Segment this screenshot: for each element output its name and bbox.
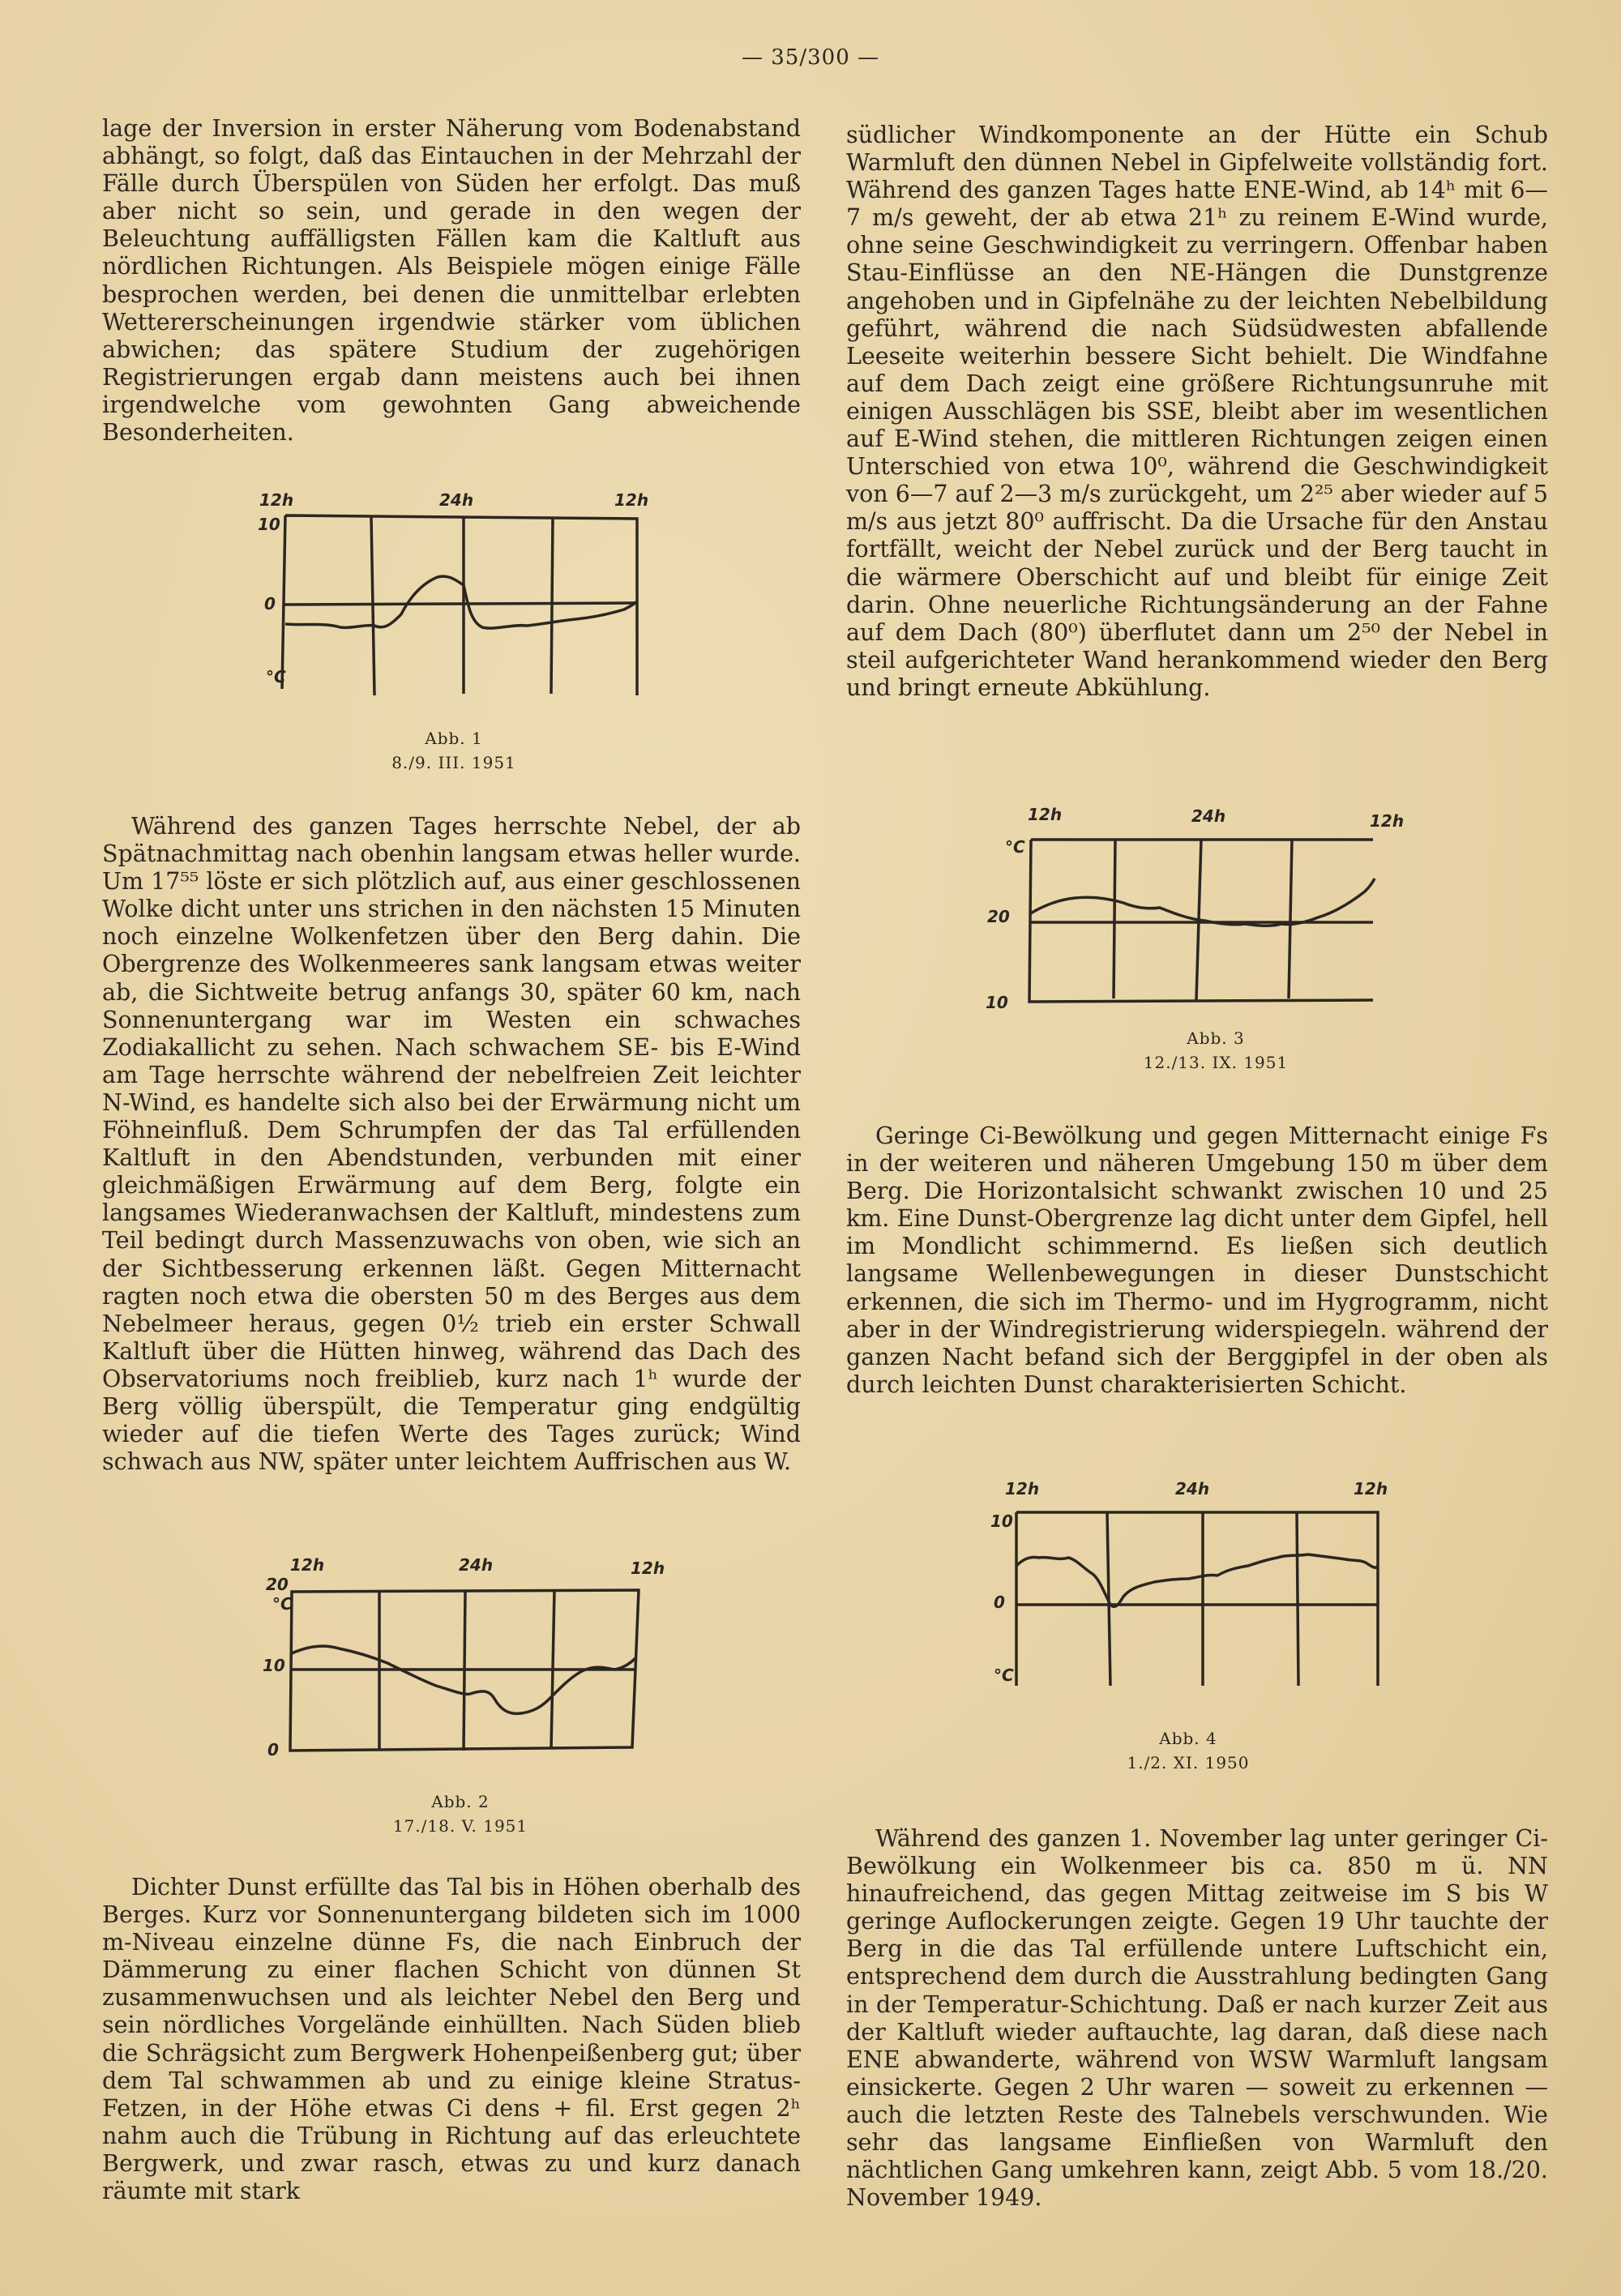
figure-2 — [258, 1556, 663, 1767]
figure-2-chart — [258, 1556, 663, 1767]
left-paragraph-3: Dichter Dunst erfüllte das Tal bis in Höhen oberhalb des Berges. Kurz vor Sonnenuntergang bildeten sich im 1000 m-Niveau einzelne dünne Fs, die nach Einbruch der Dämmerung zu einer flachen Schicht von dünnen St zusammenwuchsen und als leichter Nebel den Berg und sein nördliches Vorgelände einhüllten. Nach Süden blieb die Schrägsicht zum Bergwerk Hohenpeißenberg gut; über dem Tal schwammen ab und zu einige kleine Stratus-Fetzen, in der Höhe etwas Ci dens + fil. Erst gegen 2ʰ nahm auch die Trübung in Richtung auf das erleuchtete Bergwerk, und zwar rasch, etwas zu und kurz danach räumte mit stark — [102, 1874, 801, 2205]
fig1-y-label-10: 10 — [258, 515, 280, 534]
fig4-date: 1./2. XI. 1950 — [1127, 1753, 1250, 1772]
fig2-y-label-unit: °C — [272, 1594, 293, 1614]
fig1-date: 8./9. III. 1951 — [391, 753, 516, 772]
fig4-time-label-1: 12h — [1005, 1479, 1040, 1499]
fig2-time-label-1: 12h — [290, 1555, 325, 1575]
fig2-y-label-20: 20 — [266, 1575, 289, 1594]
fig1-time-label-3: 12h — [614, 490, 649, 510]
page-number: — 35/300 — — [742, 45, 879, 70]
fig1-y-label-0: 0 — [264, 594, 276, 614]
figure-4-chart — [981, 1478, 1402, 1697]
fig3-label: Abb. 3 — [1187, 1028, 1245, 1048]
right-paragraph-1: südlicher Windkomponente an der Hütte ein Schub Warmluft den dünnen Nebel in Gipfelweite vollständig fort. Während des ganzen Tages hatte ENE-Wind, ab 14ʰ mit 6—7 m/s geweht, der ab etwa 21ʰ zu reinem E-Wind wurde, ohne seine Geschwindigkeit zu verringern. Offenbar haben Stau-Einflüsse an den NE-Hängen die Dunstgrenze angehoben und in Gipfelnähe zu der leichten Nebelbildung geführt, während die nach Südsüdwesten abfallende Leeseite weiterhin bessere Sicht behielt. Die Windfahne auf dem Dach zeigt eine größere Richtungsunruhe mit einigen Ausschlägen bis SSE, bleibt aber im wesentlichen auf E-Wind stehen, die mittleren Richtungen zeigen einen Unterschied von etwa 10⁰, während die Geschwindigkeit von 6—7 auf 2—3 m/s zurückgeht, um 2²⁵ aber wieder auf 5 m/s aus jetzt 80⁰ auffrischt. Da die Ursache für den Anstau fortfällt, weicht der Nebel zurück und der Berg taucht in die wärmere Oberschicht auf und bleibt für einige Zeit darin. Ohne neuerliche Richtungsänderung an der Fahne auf dem Dach (80⁰) überflutet dann um 2⁵⁰ der Nebel in steil aufgerichteter Wand herankommend wieder den Berg und bringt erneute Abkühlung. — [846, 122, 1548, 701]
fig4-temperature-trace — [1016, 1554, 1378, 1606]
figure-4-caption — [986, 1726, 1391, 1775]
fig3-time-label-3: 12h — [1370, 811, 1405, 831]
fig2-y-label-10: 10 — [263, 1656, 285, 1675]
fig4-time-label-2: 24h — [1175, 1479, 1210, 1499]
right-paragraph-3: Während des ganzen 1. November lag unter geringer Ci-Bewölkung ein Wolkenmeer bis ca. 850 m ü. NN hinaufreichend, das gegen Mittag zeitweise im S bis W geringe Auflockerungen zeigte. Gegen 19 Uhr tauchte der Berg in die das Tal erfüllende untere Luftschicht ein, entsprechend dem durch die Ausstrahlung bedingten Gang in der Temperatur-Schichtung. Daß er nach kurzer Zeit aus der Kaltluft wieder auftauchte, lag daran, daß diese nach ENE abwanderte, während von WSW Warmluft langsam einsickerte. Gegen 2 Uhr waren — soweit zu erkennen — auch die letzten Reste des Talnebels verschwunden. Wie sehr das langsame Einfließen von Warmluft den nächtlichen Gang umkehren kann, zeigt Abb. 5 vom 18./20. November 1949. — [846, 1825, 1548, 2212]
fig4-label: Abb. 4 — [1159, 1729, 1217, 1748]
fig4-y-label-10: 10 — [990, 1511, 1013, 1531]
fig4-hour-lines — [1107, 1512, 1298, 1686]
fig3-temperature-trace — [1029, 879, 1375, 926]
fig3-date: 12./13. IX. 1951 — [1143, 1053, 1289, 1072]
fig1-zero-line — [284, 603, 637, 605]
fig1-time-label-1: 12h — [259, 490, 294, 510]
fig3-y-label-20: 20 — [987, 907, 1010, 926]
fig3-y-label-10: 10 — [986, 993, 1008, 1012]
fig2-time-label-3: 12h — [631, 1558, 665, 1578]
fig2-label: Abb. 2 — [431, 1792, 490, 1811]
fig2-time-label-2: 24h — [459, 1555, 494, 1575]
figure-4 — [981, 1478, 1402, 1697]
left-paragraph-2: Während des ganzen Tages herrschte Nebel, der ab Spätnachmittag nach obenhin langsam etwas heller wurde. Um 17⁵⁵ löste er sich plötzlich auf, aus einer geschlossenen Wolke dicht unter uns strichen in den nächsten 15 Minuten noch einzelne Wolkenfetzen über den Berg dahin. Die Obergrenze des Wolkenmeeres sank langsam etwas weiter ab, die Sichtweite betrug anfangs 30, später 60 km, nach Sonnenuntergang war im Westen ein schwaches Zodiakallicht zu sehen. Nach schwachem SE- bis E-Wind am Tage herrschte während der nebelfreien Zeit leichter N-Wind, es handelte sich also bei der Erwärmung nicht um Föhneinfluß. Dem Schrumpfen der das Tal erfüllenden Kaltluft in den Abendstunden, verbunden mit einer gleichmäßigen Erwärmung auf dem Berg, folgte ein langsames Wiederanwachsen der Kaltluft, mindestens zum Teil bedingt durch Massenzuwachs von oben, wie sich an der Sichtbesserung erkennen läßt. Gegen Mitternacht ragten noch etwa die obersten 50 m des Berges aus dem Nebelmeer heraus, gegen 0½ trieb ein erster Schwall Kaltluft über die Hütten hinweg, während das Dach des Observatoriums noch freiblieb, kurz nach 1ʰ wurde der Berg völlig überspült, die Temperatur ging endgültig wieder auf die tiefen Werte des Tages zurück; Wind schwach aus NW, später unter leichtem Auffrischen aus W. — [102, 813, 801, 1476]
fig1-label: Abb. 1 — [425, 729, 483, 748]
figure-1 — [251, 486, 657, 713]
fig2-date: 17./18. V. 1951 — [392, 1816, 528, 1836]
fig3-y-label-unit: °C — [1005, 837, 1025, 857]
fig3-time-label-2: 24h — [1191, 806, 1226, 826]
fig4-y-label-0: 0 — [994, 1593, 1005, 1612]
figure-1-chart — [251, 486, 657, 713]
figure-3-chart — [977, 802, 1405, 1021]
figure-2-caption — [258, 1789, 663, 1838]
fig1-time-label-2: 24h — [439, 490, 474, 510]
fig3-time-label-1: 12h — [1028, 805, 1063, 824]
fig4-time-label-3: 12h — [1354, 1479, 1388, 1499]
right-paragraph-2: Geringe Ci-Bewölkung und gegen Mitternacht einige Fs in der weiteren und näheren Umgebung 150 m über dem Berg. Die Horizontalsicht schwankt zwischen 10 und 25 km. Eine Dunst-Obergrenze lag dicht unter dem Gipfel, hell im Mondlicht schimmernd. Es ließen sich deutlich langsame Wellenbewegungen in dieser Dunstschicht erkennen, die sich im Thermo- und im Hygrogramm, nicht aber in der Windregistrierung widerspiegeln. während der ganzen Nacht befand sich der Berggipfel in der oben als durch leichten Dunst charakterisierten Schicht. — [846, 1122, 1548, 1398]
fig2-y-label-0: 0 — [267, 1740, 279, 1759]
figure-3 — [977, 802, 1405, 1021]
fig4-y-label-unit: °C — [994, 1665, 1014, 1685]
figure-3-caption — [1013, 1026, 1418, 1075]
fig1-hour-lines — [371, 517, 553, 695]
left-paragraph-1: lage der Inversion in erster Näherung vom Bodenabstand abhängt, so folgt, daß das Eintauchen in der Mehrzahl der Fälle durch Überspülen von Süden her erfolgt. Das muß aber nicht so sein, und gerade in den wegen der Beleuchtung auffälligsten Fällen kam die Kaltluft aus nördlichen Richtungen. Als Beispiele mögen einige Fälle besprochen werden, bei denen die unmittelbar erlebten Wettererscheinungen irgendwie stärker vom üblichen abwichen; das spätere Studium der zugehörigen Registrierungen ergab dann meistens auch bei ihnen irgendwelche vom gewohnten Gang abweichende Besonderheiten. — [102, 115, 801, 447]
fig1-y-label-unit: °C — [266, 667, 286, 686]
figure-1-caption — [251, 726, 657, 775]
fig4-frame — [1016, 1512, 1378, 1686]
